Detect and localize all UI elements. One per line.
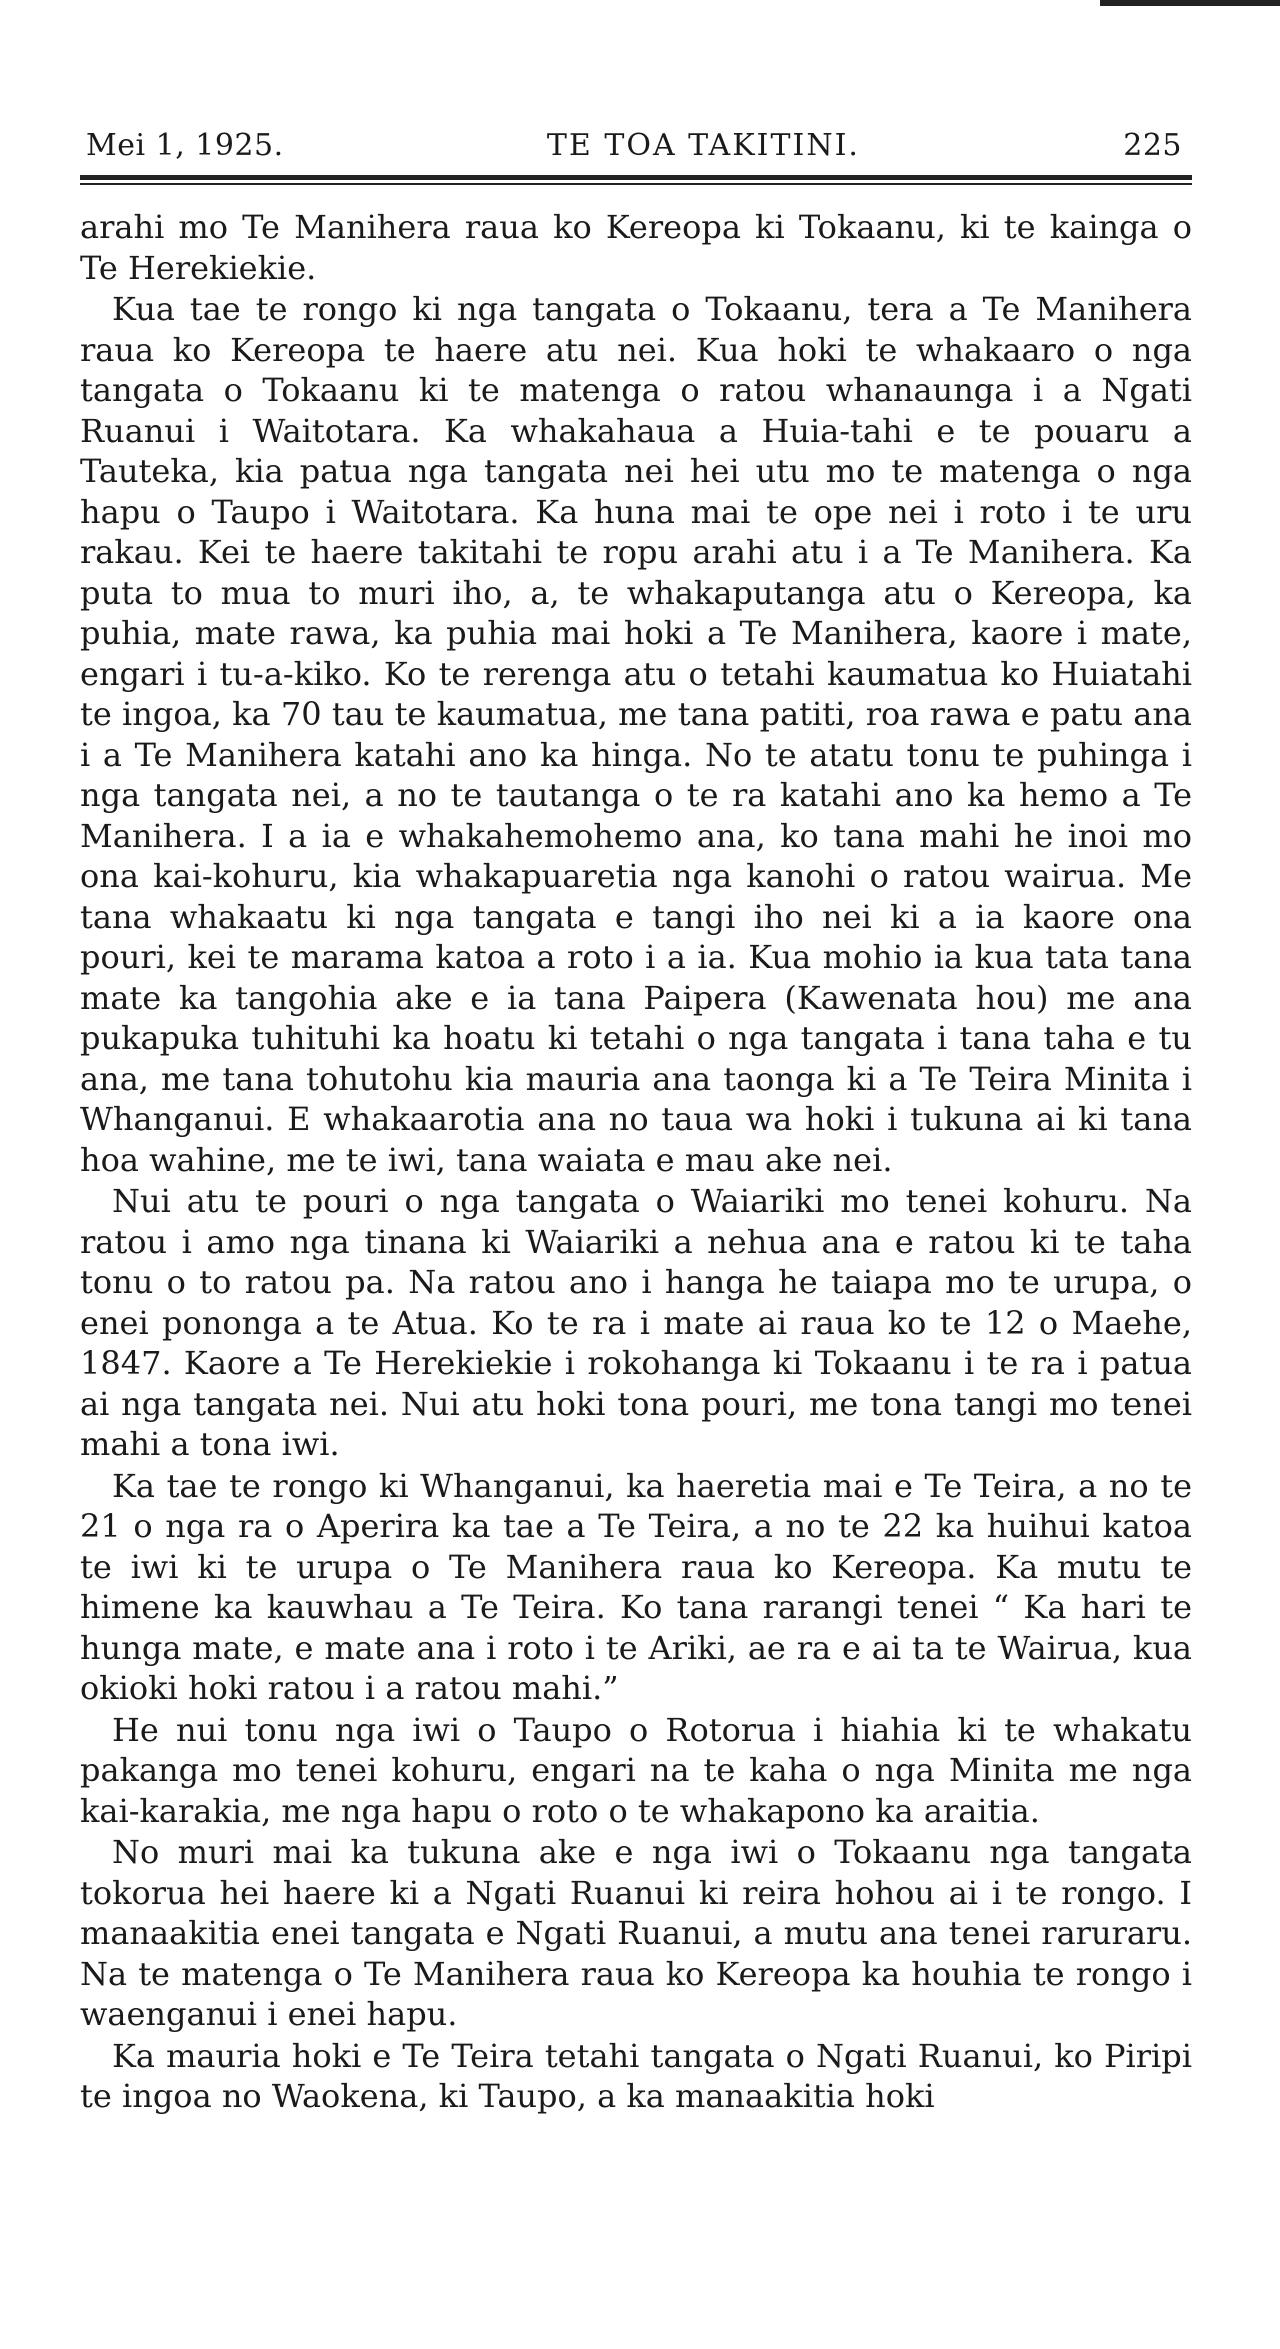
paragraph: He nui tonu nga iwi o Taupo o Rotorua i hiahia ki te whakatu pakanga mo tenei kohuru, engari na te kaha o nga Minita me nga kai-karakia, me nga hapu o roto o te whakapono ka araitia. (80, 1710, 1192, 1830)
page-number: 225 (1123, 128, 1182, 163)
running-header (80, 128, 1192, 163)
paragraph: Ka mauria hoki e Te Teira tetahi tangata o Ngati Ruanui, ko Piripi te ingoa no Waokena, ki Taupo, a ka manaakitia hoki (80, 2036, 1192, 2115)
paragraph: Nui atu te pouri o nga tangata o Waiariki mo tenei kohuru. Na ratou i amo nga tinana ki Waiariki a nehua ana e ratou ki te taha tonu o to ratou pa. Na ratou ano i hanga he taiapa mo te urupa, o enei pononga a te Atua. Ko te ra i mate ai raua ko te 12 o Maehe, 1847. Kaore a Te Herekiekie i rokohanga ki Tokaanu i te ra i patua ai nga tangata nei. Nui atu hoki tona pouri, me tona tangi mo tenei mahi a tona iwi. (80, 1182, 1192, 1463)
header-title: TE TOA TAKITINI. (546, 128, 860, 163)
header-rule-thick (80, 175, 1192, 180)
header-date: Mei 1, 1925. (86, 128, 284, 163)
paragraph: arahi mo Te Manihera raua ko Kereopa ki Tokaanu, ki te kainga o Te Herekiekie. (80, 208, 1192, 287)
paragraph: No muri mai ka tukuna ake e nga iwi o Tokaanu nga tangata tokorua hei haere ki a Ngati Ruanui ki reira hohou ai i te rongo. I manaakitia enei tangata e Ngati Ruanui, a mutu ana tenei raruraru. Na te matenga o Te Manihera raua ko Kereopa ka houhia te rongo i waenganui i enei hapu. (80, 1833, 1192, 2033)
header-rule-thin (80, 183, 1192, 185)
top-edge-rule (1100, 0, 1280, 6)
paragraph: Kua tae te rongo ki nga tangata o Tokaanu, tera a Te Manihera raua ko Kereopa te haere atu nei. Kua hoki te whakaaro o nga tangata o Tokaanu ki te matenga o ratou whanaunga i a Ngati Ruanui i Waitotara. Ka whakahaua a Huia-tahi e te pouaru a Tauteka, kia patua nga tangata nei hei utu mo te matenga o nga hapu o Taupo i Waitotara. Ka huna mai te ope nei i roto i te uru rakau. Kei te haere takitahi te ropu arahi atu i a Te Manihera. Ka puta to mua to muri iho, a, te whakaputanga atu o Kereopa, ka puhia, mate rawa, ka puhia mai hoki a Te Manihera, kaore i mate, engari i tu-a-kiko. Ko te rerenga atu o tetahi kaumatua ko Huiatahi te ingoa, ka 70 tau te kaumatua, me tana patiti, roa rawa e patu ana i a Te Manihera katahi ano ka hinga. No te atatu tonu te puhinga i nga tangata nei, a no te tautanga o te ra katahi ano ka hemo a Te Manihera. I a ia e whakahemohemo ana, ko tana mahi he inoi mo ona kai-kohuru, kia whakapuaretia nga kanohi o ratou wairua. Me tana whakaatu ki nga tangata e tangi iho nei ki a ia kaore ona pouri, kei te marama katoa a roto i a ia. Kua mohio ia kua tata tana mate ka tangohia ake e ia tana Paipera (Kawenata hou) me ana pukapuka tuhituhi ka hoatu ki tetahi o nga tangata i tana taha e tu ana, me tana tohutohu kia mauria ana taonga ki a Te Teira Minita i Whanganui. E whakaarotia ana no taua wa hoki i tukuna ai ki tana hoa wahine, me te iwi, tana waiata e mau ake nei. (80, 290, 1192, 1179)
page (80, 128, 1192, 2117)
paragraph: Ka tae te rongo ki Whanganui, ka haeretia mai e Te Teira, a no te 21 o nga ra o Aperira ka tae a Te Teira, a no te 22 ka huihui katoa te iwi ki te urupa o Te Manihera raua ko Kereopa. Ka mutu te himene ka kauwhau a Te Teira. Ko tana rarangi tenei “ Ka hari te hunga mate, e mate ana i roto i te Ariki, ae ra e ai ta te Wairua, kua okioki hoki ratou i a ratou mahi.” (80, 1466, 1192, 1707)
article-body (80, 207, 1192, 2117)
